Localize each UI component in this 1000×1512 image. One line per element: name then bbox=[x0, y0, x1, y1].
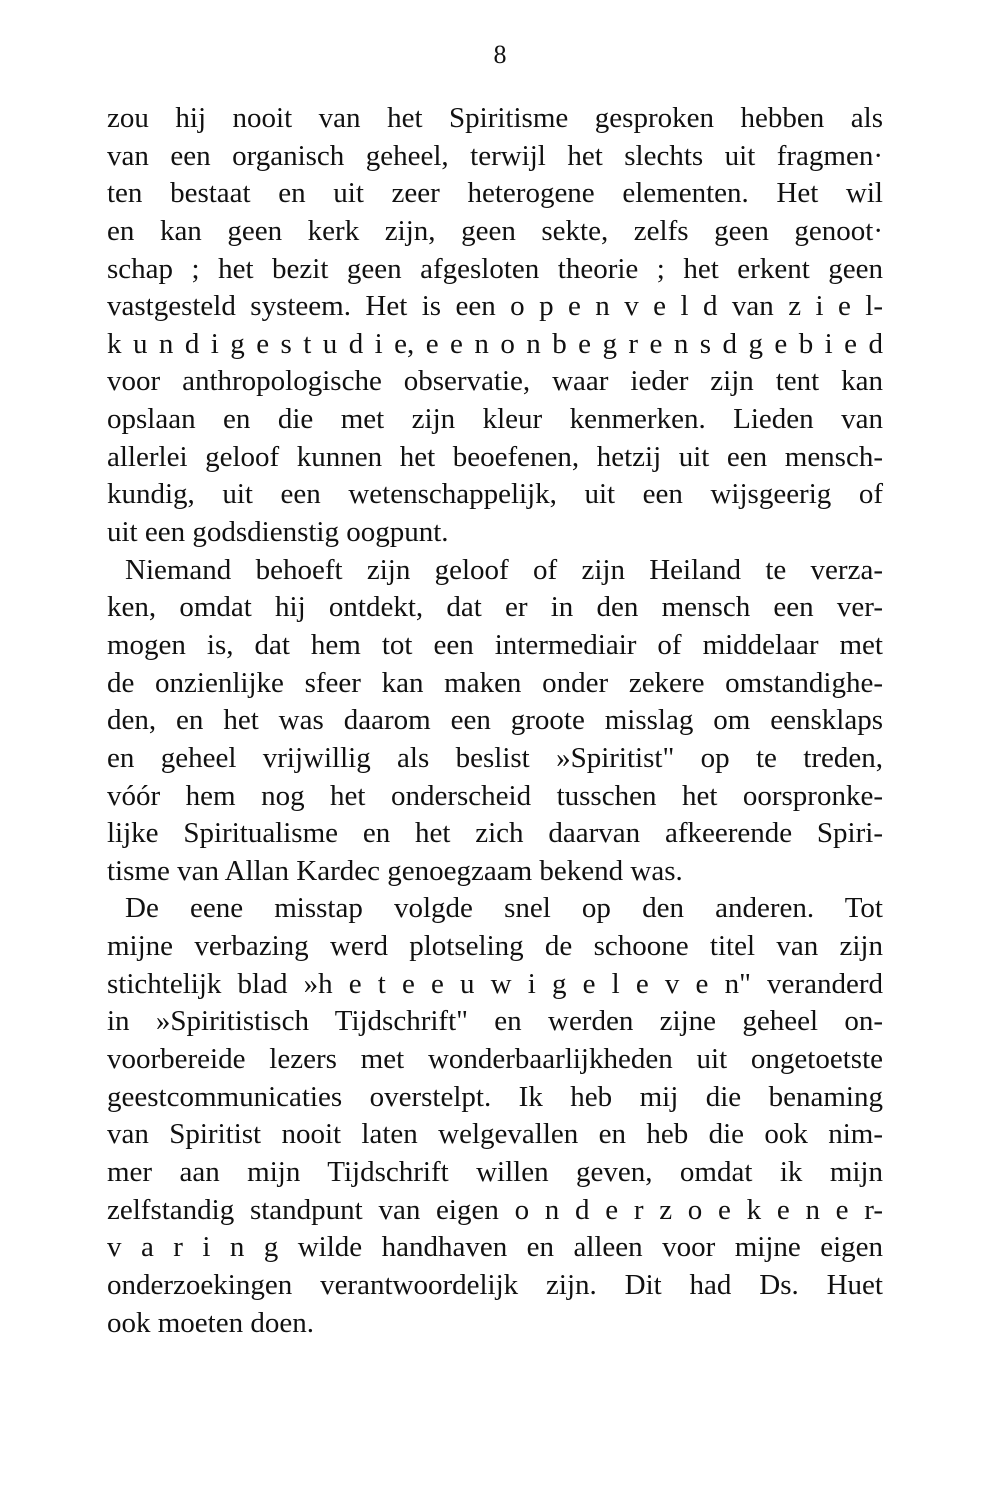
text-line: mer aan mijn Tijdschrift willen geven, omdat ik mijn bbox=[107, 1155, 883, 1188]
text-line: mijne verbazing werd plotseling de schoone titel van zijn bbox=[107, 930, 883, 963]
text-line: kundig, uit een wetenschappelijk, uit een wijsgeerig of bbox=[107, 478, 883, 511]
text-line: mogen is, dat hem tot een intermediair of middelaar met bbox=[107, 628, 883, 661]
text-line: den, en het was daarom een groote misslag om eensklaps bbox=[107, 704, 883, 737]
text-line: Niemand behoeft zijn geloof of zijn Heiland te verza- bbox=[125, 553, 883, 586]
text-line: in »Spiritistisch Tijdschrift" en werden zijne geheel on- bbox=[107, 1005, 883, 1038]
text-line: v a r i n g wilde handhaven en alleen voor mijne eigen bbox=[107, 1231, 883, 1264]
text-line: van Spiritist nooit laten welgevallen en heb die ook nim- bbox=[107, 1118, 883, 1151]
text-line: van een organisch geheel, terwijl het slechts uit fragmen· bbox=[107, 139, 883, 172]
text-line: stichtelijk blad »h e t e e u w i g e l e v e n" veranderd bbox=[107, 967, 883, 1000]
text-line: uit een godsdienstig oogpunt. bbox=[107, 516, 449, 549]
text-line: allerlei geloof kunnen het beoefenen, hetzij uit een mensch- bbox=[107, 440, 883, 473]
text-line: geestcommunicaties overstelpt. Ik heb mij die benaming bbox=[107, 1080, 883, 1113]
text-line: de onzienlijke sfeer kan maken onder zekere omstandighe- bbox=[107, 666, 883, 699]
text-line: zou hij nooit van het Spiritisme gesproken hebben als bbox=[107, 102, 883, 134]
text-line: zelfstandig standpunt van eigen o n d e r z o e k e n e r- bbox=[107, 1193, 883, 1226]
text-line: onderzoekingen verantwoordelijk zijn. Dit had Ds. Huet bbox=[107, 1268, 883, 1301]
text-line: voor anthropologische observatie, waar ieder zijn tent kan bbox=[107, 365, 883, 398]
text-line: tisme van Allan Kardec genoegzaam bekend was. bbox=[107, 854, 683, 887]
text-line: lijke Spiritualisme en het zich daarvan afkeerende Spiri- bbox=[107, 817, 883, 850]
text-line: en geheel vrijwillig als beslist »Spiritist" op te treden, bbox=[107, 741, 883, 774]
text-line: vastgesteld systeem. Het is een o p e n v e l d van z i e l- bbox=[107, 290, 883, 323]
text-line: ten bestaat en uit zeer heterogene elementen. Het wil bbox=[107, 177, 883, 210]
text-line: opslaan en die met zijn kleur kenmerken. Lieden van bbox=[107, 403, 883, 436]
text-line: De eene misstap volgde snel op den anderen. Tot bbox=[125, 892, 883, 925]
body-text bbox=[107, 100, 883, 1342]
text-line: ken, omdat hij ontdekt, dat er in den mensch een ver- bbox=[107, 591, 883, 624]
text-line: schap ; het bezit geen afgesloten theorie ; het erkent geen bbox=[107, 252, 883, 285]
text-line: voorbereide lezers met wonderbaarlijkheden uit ongetoetste bbox=[107, 1043, 883, 1076]
text-line: ook moeten doen. bbox=[107, 1306, 314, 1339]
text-line: en kan geen kerk zijn, geen sekte, zelfs geen genoot· bbox=[107, 214, 883, 247]
text-line: k u n d i g e s t u d i e, e e n o n b e g r e n s d g e b i e d bbox=[107, 327, 883, 360]
text-line: vóór hem nog het onderscheid tusschen het oorspronke- bbox=[107, 779, 883, 812]
page-number: 8 bbox=[493, 40, 507, 69]
